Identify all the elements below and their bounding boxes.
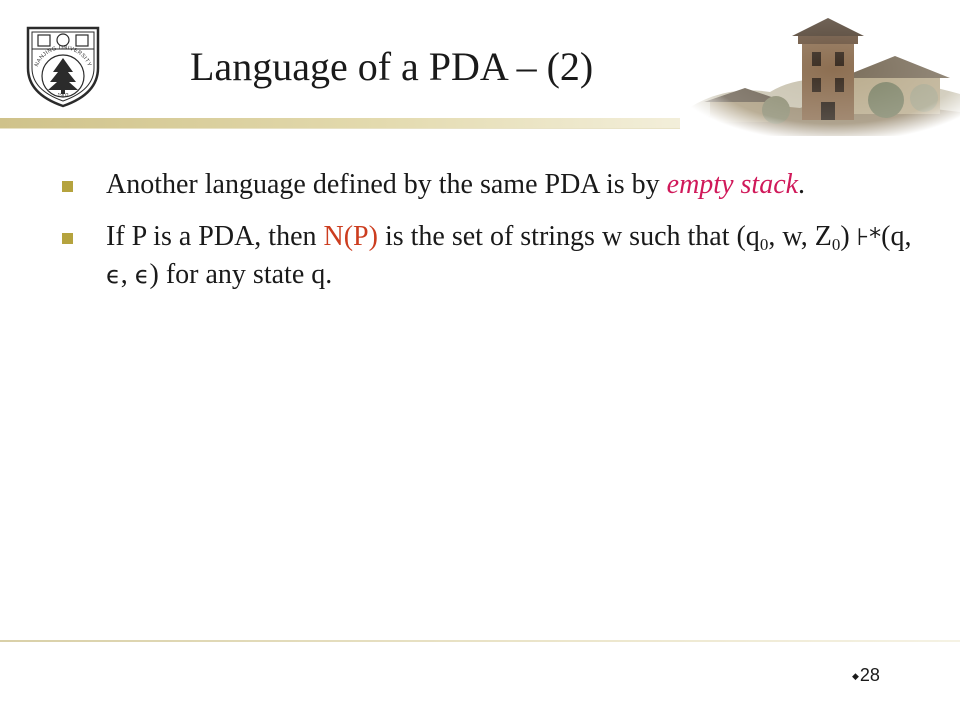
bullet-text-part: Another language defined by the same PDA is by — [106, 169, 667, 200]
bullet-text-part: N(P) — [323, 221, 378, 252]
bullet-text-part: ϵ — [134, 261, 150, 289]
bullet-text-part: (q, — [881, 221, 912, 252]
university-seal-icon — [22, 24, 104, 108]
title-underline-rule — [0, 128, 686, 129]
slide-title: Language of a PDA – (2) — [190, 44, 594, 89]
bullet-text-part: empty stack — [666, 169, 799, 200]
bullet-item — [62, 166, 922, 204]
page-number — [852, 665, 880, 686]
bullet-item — [62, 218, 922, 294]
bullet-text-part: ) — [840, 221, 857, 252]
title-underline-bar — [0, 118, 686, 128]
bullet-text-part: If P is a PDA, then — [106, 221, 324, 252]
bullet-text-part: 0 — [831, 235, 841, 254]
square-bullet-icon — [62, 181, 73, 192]
bullet-text-part: ) for any state q. — [149, 259, 333, 290]
square-bullet-icon — [62, 233, 73, 244]
bullet-text-part: , w, Z — [768, 221, 832, 252]
bullet-text-part: ϵ — [106, 261, 121, 289]
bullet-text-part: . — [798, 169, 806, 200]
diamond-icon: ◆ — [852, 670, 859, 681]
svg-text:1902: 1902 — [57, 93, 69, 99]
campus-tower-photo — [680, 14, 960, 136]
bullet-text-part: ⊦* — [856, 223, 882, 251]
bullet-list — [62, 166, 922, 308]
bullet-text-part: , — [120, 259, 135, 290]
footer-rule — [0, 640, 960, 642]
page-number-value: 28 — [859, 665, 880, 685]
bullet-text-part: 0 — [759, 235, 769, 254]
bullet-text-part: is the set of strings w such that (q — [377, 221, 760, 252]
svg-text:NANJING UNIVERSITY: NANJING UNIVERSITY — [33, 44, 93, 68]
